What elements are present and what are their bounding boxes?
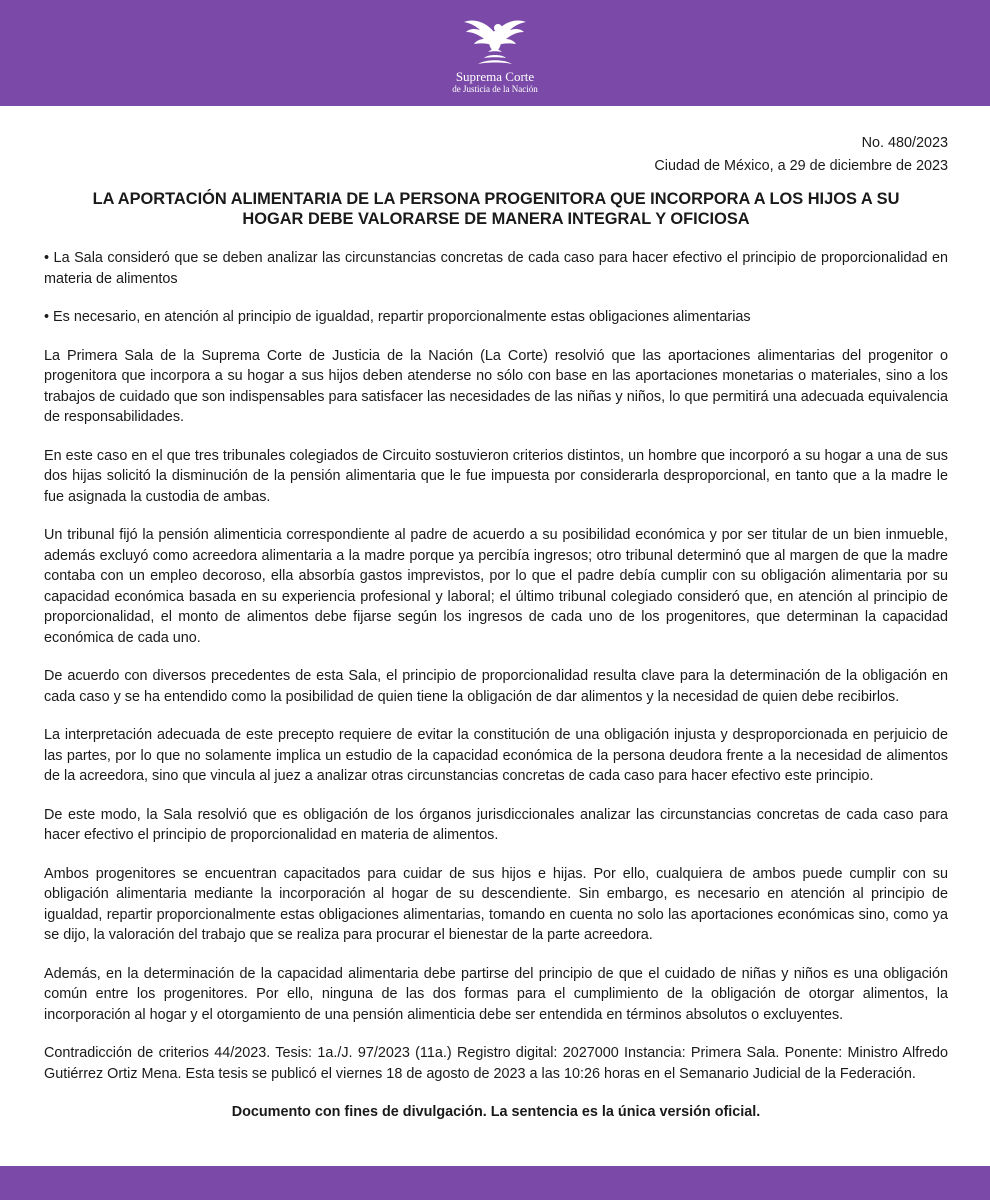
- release-number: No. 480/2023: [861, 135, 948, 151]
- court-logo: [440, 8, 550, 100]
- header-band: [0, 0, 990, 106]
- eagle-emblem-icon: [460, 8, 530, 68]
- logo-title: Suprema Corte: [455, 69, 535, 84]
- logo-subtitle: de Justicia de la Nación: [452, 84, 538, 94]
- footer-band: [0, 1166, 990, 1200]
- body-paragraph: Ambos progenitores se encuentran capacitados para cuidar de sus hijos e hijas. Por ello, cualquiera de ambos puede cumplir con su obligación alimentaria mediante la incorporación al hogar de su descendiente. Sin embargo, es necesario en atención al principio de igualdad, repartir proporcionalmente estas obligaciones alimentarias, tomando en cuenta no solo las aportaciones económicas sino, como ya se dijo, la valoración del trabajo que se realiza para procurar el bienestar de la parte acreedora.: [44, 865, 948, 943]
- body-paragraph: La Primera Sala de la Suprema Corte de Justicia de la Nación (La Corte) resolvió que las aportaciones alimentarias del progenitor o progenitora que incorpora a su hogar a sus hijos deben atenderse no sólo con base en las aportaciones monetarias o materiales, sino a los trabajos de cuidado que son indispensables para satisfacer las necesidades de las niñas y niños, lo que permitirá una adecuada equivalencia de responsabilidades.: [44, 347, 948, 425]
- body-paragraph: De este modo, la Sala resolvió que es obligación de los órganos jurisdiccionales analizar las circunstancias concretas de cada caso para hacer efectivo el principio de proporcionalidad en materia de alimentos.: [44, 806, 948, 843]
- bullet-point: • Es necesario, en atención al principio de igualdad, repartir proporcionalmente estas obligaciones alimentarias: [44, 309, 751, 325]
- release-meta: [44, 133, 948, 176]
- press-release: [44, 130, 948, 1123]
- body-paragraph: La interpretación adecuada de este precepto requiere de evitar la constitución de una obligación injusta y desproporcionada en perjuicio de las partes, por lo que no solamente implica un estudio de la capacidad económica de la persona deudora frente a la necesidad de alimentos de la acreedora, sino que vincula al juez a analizar otras circunstancias concretas de cada caso para hacer efectivo este principio.: [44, 727, 948, 784]
- disclaimer: Documento con fines de divulgación. La sentencia es la única versión oficial.: [231, 1104, 761, 1120]
- bullet-point: • La Sala consideró que se deben analizar las circunstancias concretas de cada caso para hacer efectivo el principio de proporcionalidad en materia de alimentos: [44, 250, 948, 287]
- body-paragraph: De acuerdo con diversos precedentes de esta Sala, el principio de proporcionalidad resulta clave para la determinación de la obligación en cada caso y se ha entendido como la posibilidad de quien tiene la obligación de dar alimentos y la necesidad de quien debe recibirlos.: [44, 668, 948, 705]
- headline: LA APORTACIÓN ALIMENTARIA DE LA PERSONA PROGENITORA QUE INCORPORA A LOS HIJOS A SU HOGAR DEBE VALORARSE DE MANERA INTEGRAL Y OFICIOSA: [92, 190, 900, 228]
- body-paragraph: En este caso en el que tres tribunales colegiados de Circuito sostuvieron criterios distintos, un hombre que incorporó a su hogar a una de sus dos hijas solicitó la disminución de la pensión alimentaria que le fue impuesta por considerarla desproporcional, en tanto que a la madre le fue asignada la custodia de ambas.: [44, 447, 948, 505]
- citation-paragraph: Contradicción de criterios 44/2023. Tesis: 1a./J. 97/2023 (11a.) Registro digital: 2027000 Instancia: Primera Sala. Ponente: Ministro Alfredo Gutiérrez Ortiz Mena. Esta tesis se publicó el viernes 18 de agosto de 2023 a las 10:26 horas en el Semanario Judicial de la Federación.: [44, 1045, 948, 1082]
- release-date: Ciudad de México, a 29 de diciembre de 2023: [654, 157, 948, 174]
- body-paragraph: Un tribunal fijó la pensión alimenticia correspondiente al padre de acuerdo a su posibilidad económica y por ser titular de un bien inmueble, además excluyó como acreedora alimentaria a la madre porque ya percibía ingresos; otro tribunal determinó que al margen de que la madre contaba con un empleo decoroso, ella absorbía gastos imprevistos, por lo que el padre debía cumplir con su obligación alimentaria por su capacidad económica basada en su experiencia profesional y laboral; el último tribunal colegiado consideró que, en atención al principio de proporcionalidad, el monto de alimentos debe fijarse según los ingresos de cada uno de los progenitores, que determinan la capacidad económica de cada uno.: [44, 527, 948, 646]
- body-paragraph: Además, en la determinación de la capacidad alimentaria debe partirse del principio de que el cuidado de niñas y niños es una obligación común entre los progenitores. Por ello, ninguna de las dos formas para el cumplimiento de la obligación de otorgar alimentos, la incorporación al hogar y el otorgamiento de una pensión alimenticia debe ser entendida en términos absolutos o excluyentes.: [44, 965, 948, 1023]
